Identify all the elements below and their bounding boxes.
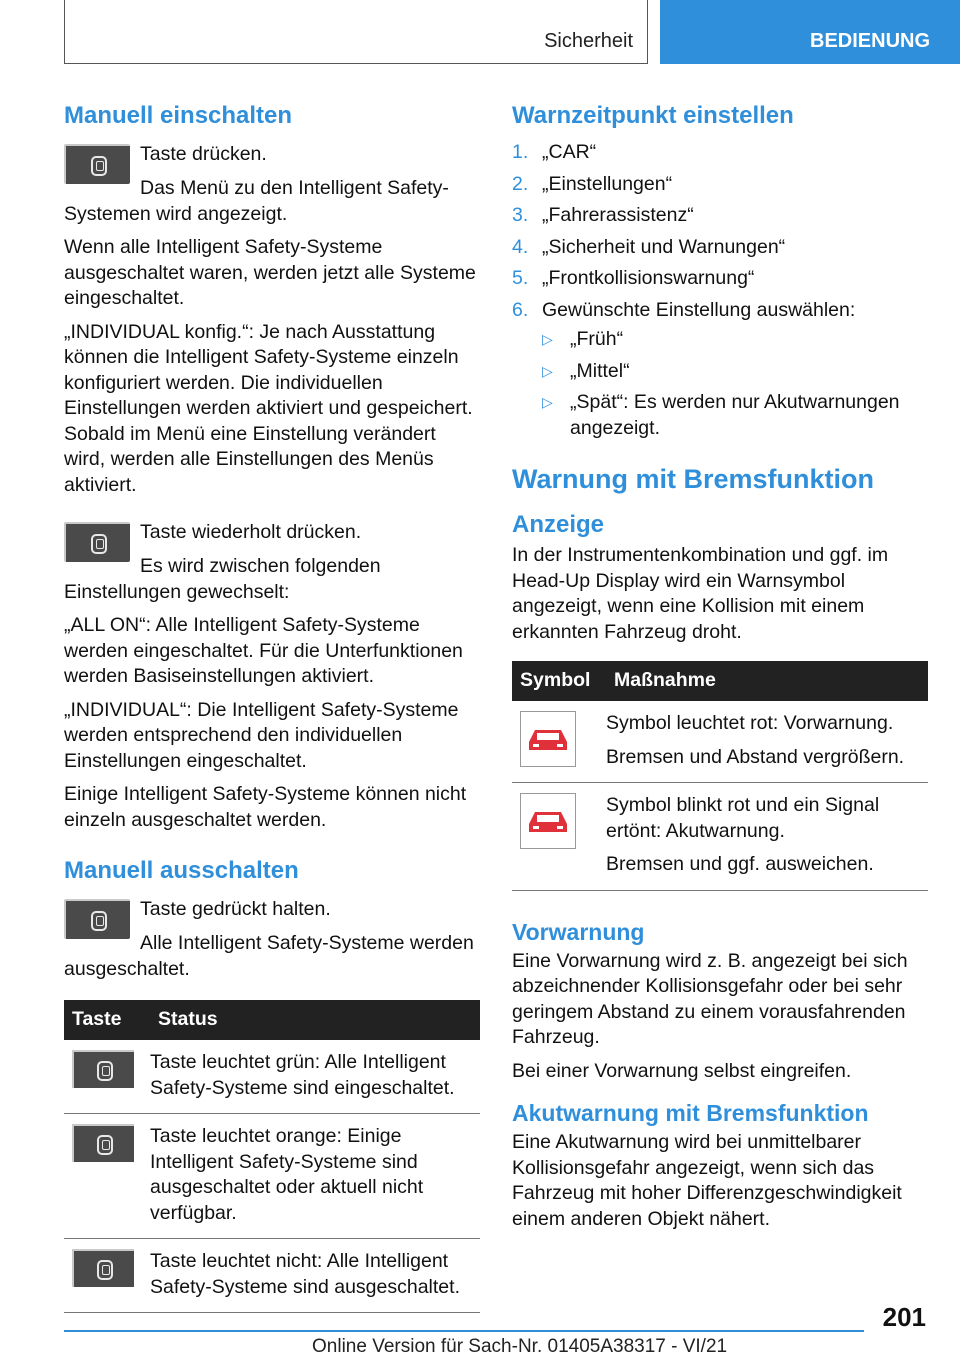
triangle-bullet-icon: ▷ [542,331,553,347]
action-text: Bremsen und ggf. ausweichen. [606,853,874,875]
car-warning-icon [520,793,576,849]
col-header-taste: Taste [64,1000,150,1040]
triangle-bullet-icon: ▷ [542,394,553,410]
triangle-bullet-icon: ▷ [542,362,553,379]
button-instruction-hold [64,897,480,957]
text-individual: „INDIVIDUAL“: Die Intelligent Safety-Systeme werden entsprechend den individuellen Einstellungen eingeschaltet. [64,698,459,772]
safety-button-icon [91,156,107,176]
status-text: Taste leuchtet nicht: Alle Intelligent Safety-Systeme sind ausgeschaltet. [150,1239,480,1313]
list-item: 4. „Sicherheit und Warnungen“ [512,235,786,258]
chapter-title: BEDIENUNG [810,30,931,52]
heading-warn-time: Warnzeitpunkt einstellen [512,102,794,129]
car-warning-icon [520,711,576,767]
options-list [542,327,928,441]
safety-button-image [64,899,130,939]
button-instruction-repeat [64,520,480,580]
col-header-status: Status [150,1000,480,1040]
page-number: 201 [882,1302,926,1332]
list-item: 3. „Fahrerassistenz“ [512,204,694,226]
list-item: 2. „Einstellungen“ [512,172,673,195]
right-column [512,100,928,1240]
table-row [64,1239,480,1313]
safety-button-icon [97,1061,113,1081]
action-text: Symbol blinkt rot und ein Signal ertönt: Akutwarnung. [606,794,880,842]
col-header-symbol: Symbol [512,661,606,701]
button-status-table [64,1000,480,1313]
option-item: ▷ „Spät“: Es werden nur Akutwarnungen angezeigt. [542,391,900,439]
table-row [64,1114,480,1239]
option-item: ▷ „Früh“ [542,327,928,353]
text-switch-settings: Es wird zwischen folgenden Einstellungen gewechselt: [64,555,381,603]
heading-manual-off: Manuell ausschalten [64,857,299,884]
status-text: Taste leuchtet orange: Einige Intelligent Safety-Systeme sind ausgeschaltet oder aktuell nicht verfügbar. [150,1114,480,1239]
footer-divider [64,1330,864,1332]
safety-button-image [72,1050,134,1088]
safety-button-image [72,1249,134,1287]
steps-list [512,140,928,441]
section-title: Sicherheit [544,30,633,52]
heading-manual-on: Manuell einschalten [64,102,293,129]
text-press: Taste drücken. [140,143,267,165]
safety-button-image [72,1124,134,1162]
safety-button-icon [97,1135,113,1155]
option-item: ▷ „Mittel“ [542,359,928,385]
list-item: 6. Gewünschte Einstellung auswählen: ▷ „Früh“ ▷ „Mittel“ ▷ „Spät“: Es werden nur Akutwarnungen angezeigt. [512,298,928,442]
text-individual-config: „INDIVIDUAL konfig.“: Je nach Ausstattung können die Intelligent Safety-Systeme einzeln konfiguriert werden. Die individuellen Einstellungen werden aktiviert und gespeichert. Sobald im Menü eine Einstellung verändert wird, werden alle Einstellungen des Menüs aktiviert. [64,320,473,496]
warning-symbol-table [512,661,928,891]
heading-brake-warning: Warnung mit Bremsfunktion [512,464,874,494]
button-instruction-press [64,142,480,202]
text-press-repeat: Taste wiederholt drücken. [140,521,362,543]
safety-button-image [64,144,130,184]
text-all-off-before: Wenn alle Intelligent Safety-Systeme ausgeschaltet waren, werden jetzt alle Systeme eingeschaltet. [64,236,476,309]
header-section-box [64,0,648,64]
safety-button-icon [91,911,107,931]
text-acute-warning: Eine Akutwarnung wird bei unmittelbarer Kollisionsgefahr angezeigt, wenn sich das Fahrzeug mit hoher Differenzgeschwindigkeit einem anderen Objekt nähert. [512,1131,902,1230]
online-version-note: Online Version für Sach-Nr. 01405A38317 - VI/21 [312,1336,728,1357]
action-text: Bremsen und Abstand vergrößern. [606,745,905,768]
text-hold: Taste gedrückt halten. [140,898,331,920]
list-item: 5. „Frontkollisionswarnung“ [512,267,755,289]
text-menu-shown: Das Menü zu den Intelligent Safety-Systemen wird angezeigt. [64,177,449,225]
text-all-on: „ALL ON“: Alle Intelligent Safety-Systeme werden eingeschaltet. Für die Unterfunktionen werden Basiseinstellungen aktiviert. [64,614,463,687]
text-some-not-off: Einige Intelligent Safety-Systeme können nicht einzeln ausgeschaltet werden. [64,783,467,831]
chapter-tab [660,0,960,64]
heading-prewarning: Vorwarnung [512,918,645,945]
safety-button-image [64,522,130,562]
action-text: Symbol leuchtet rot: Vorwarnung. [606,712,894,734]
list-item: 1. „CAR“ [512,141,597,163]
heading-acute-warning: Akutwarnung mit Bremsfunktion [512,1100,869,1126]
text-display: In der Instrumentenkombination und ggf. im Head-Up Display wird ein Warnsymbol angezeigt, wenn eine Kollision mit einem erkannten Fahrzeug droht. [512,544,889,643]
left-column [64,100,480,1313]
table-row [512,783,928,891]
status-text: Taste leuchtet grün: Alle Intelligent Safety-Systeme sind eingeschaltet. [150,1040,480,1114]
text-all-off: Alle Intelligent Safety-Systeme werden ausgeschaltet. [64,932,474,980]
col-header-action: Maßnahme [606,661,928,701]
table-row [64,1040,480,1114]
heading-display: Anzeige [512,511,605,538]
safety-button-icon [91,534,107,554]
text-prewarning: Eine Vorwarnung wird z. B. angezeigt bei sich abzeichnender Kollisionsgefahr oder bei sehr geringem Abstand zu einem vorausfahrenden Fahrzeug. [512,949,908,1048]
text-prewarning-action: Bei einer Vorwarnung selbst eingreifen. [512,1059,852,1082]
table-row [512,701,928,783]
safety-button-icon [97,1260,113,1280]
